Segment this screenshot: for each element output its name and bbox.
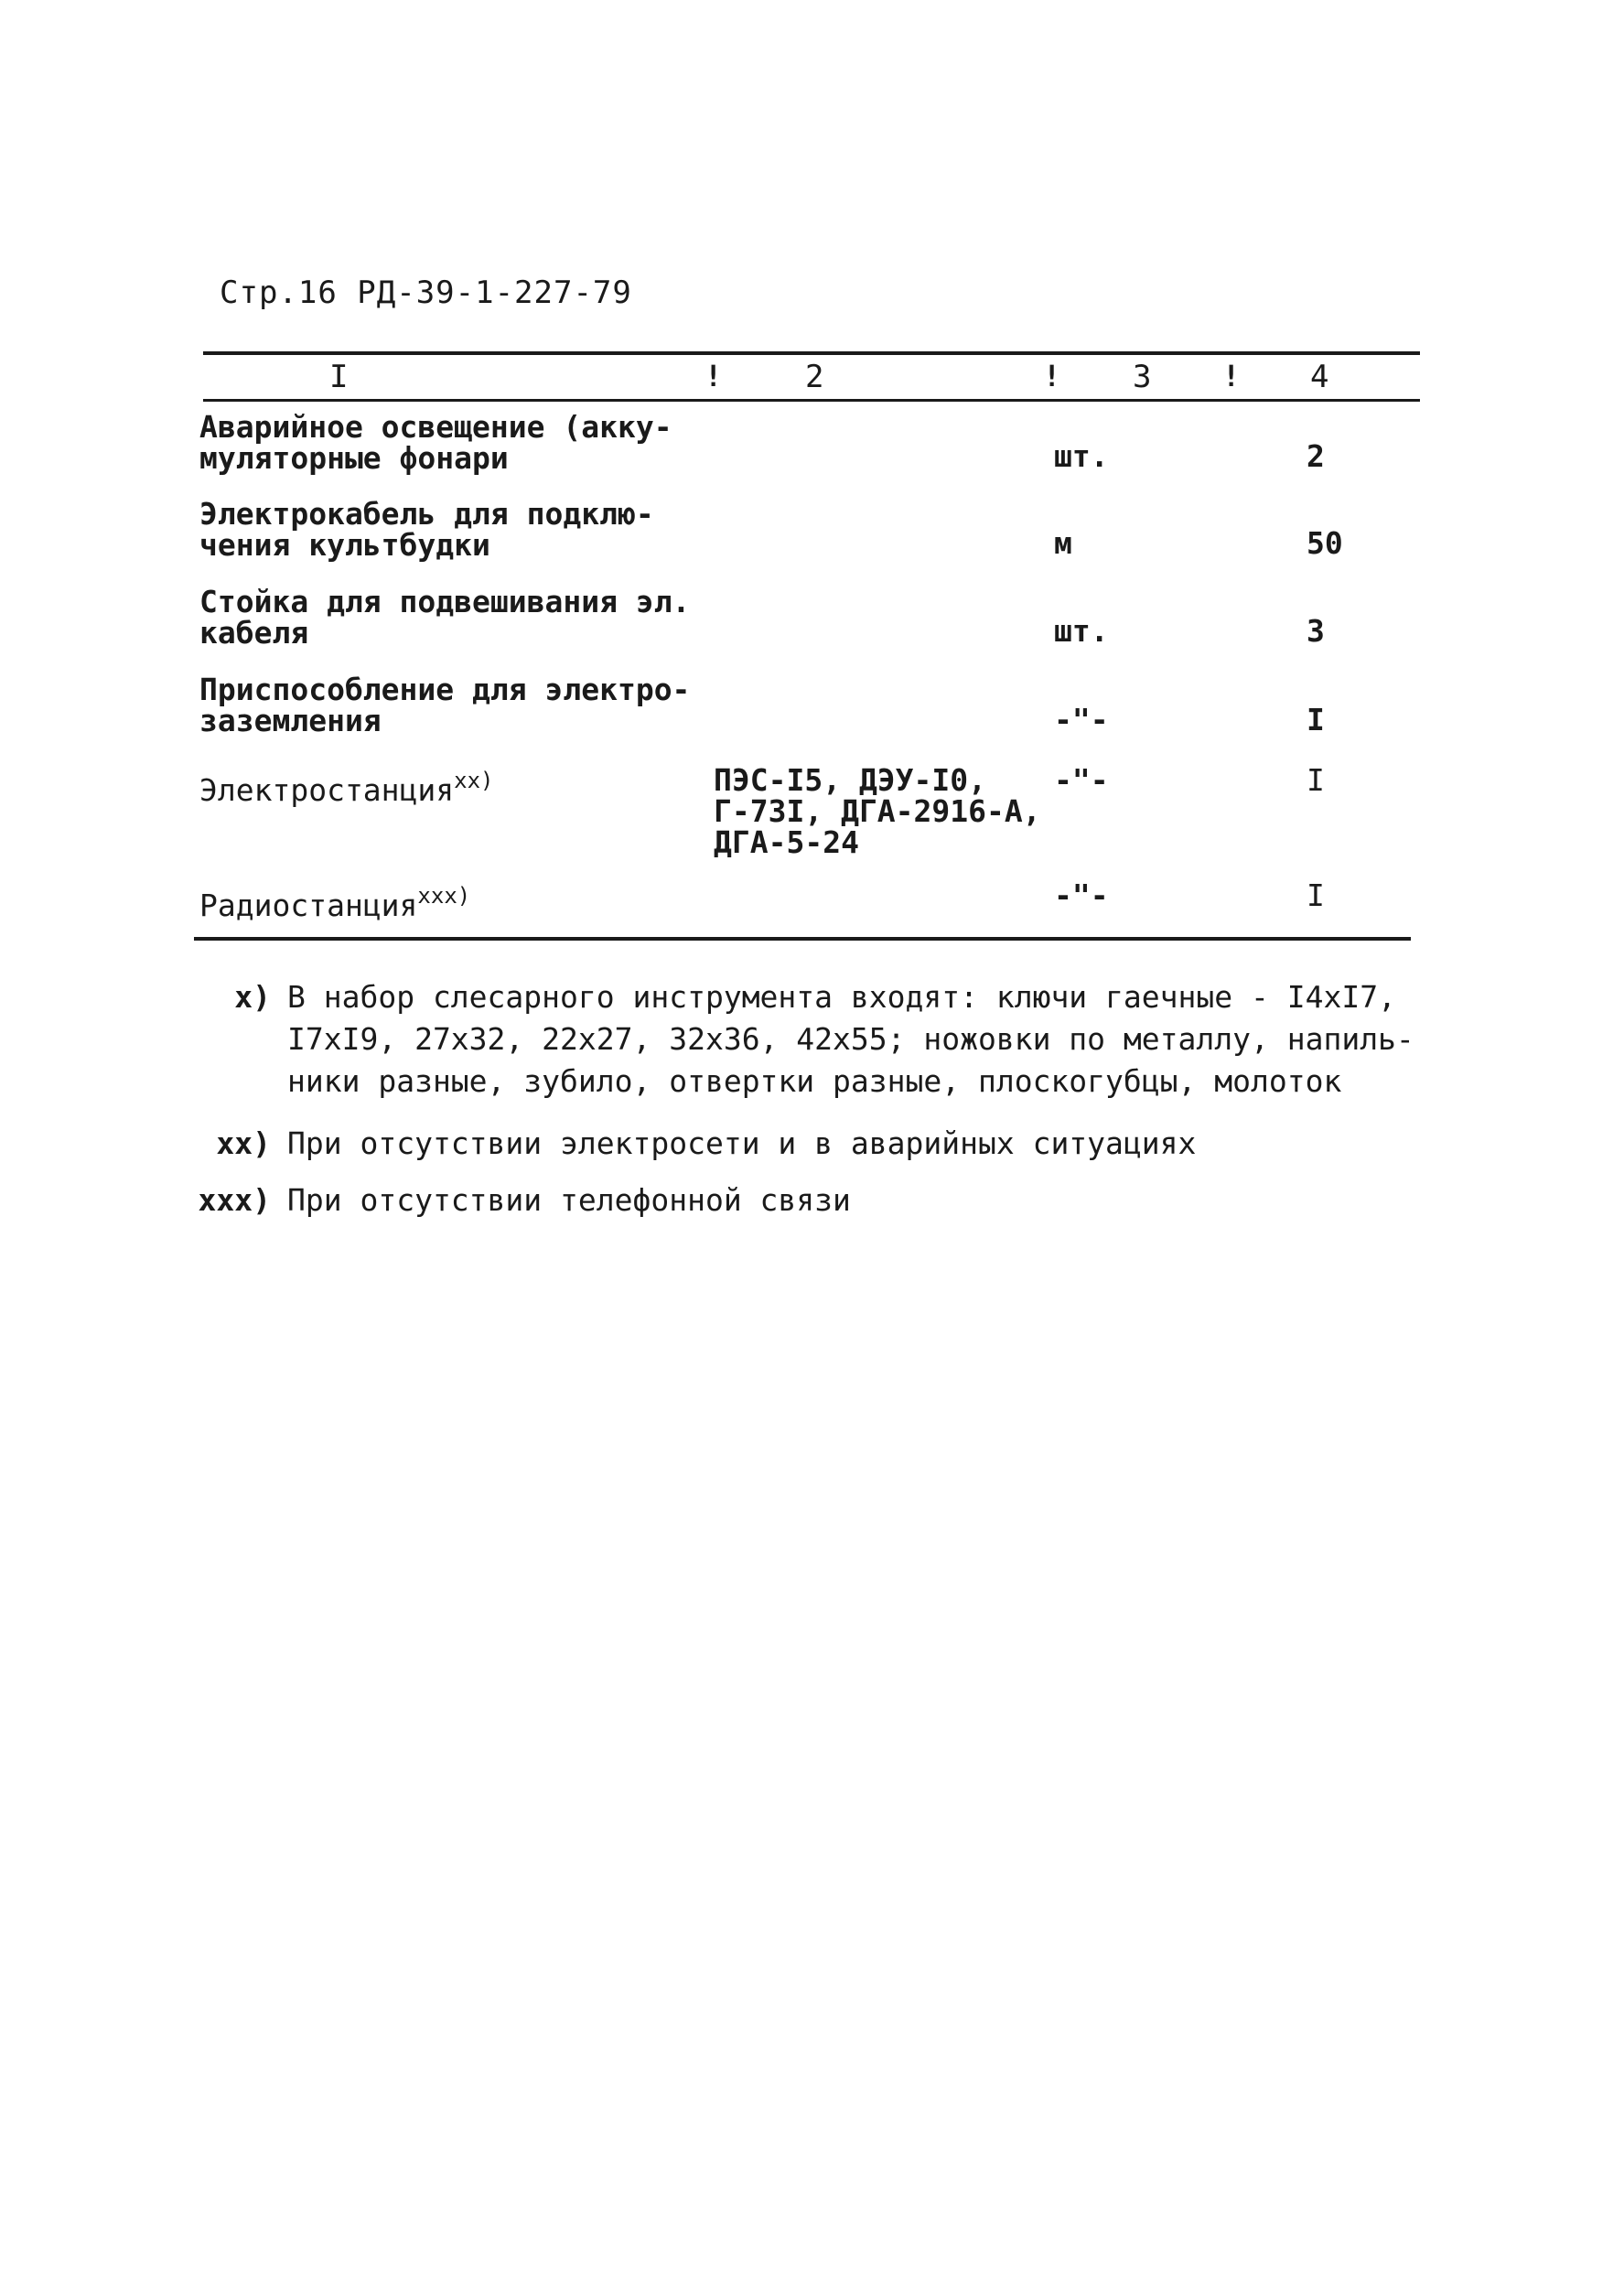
column-separator: ! bbox=[704, 359, 723, 393]
column-header-3: 3 bbox=[1133, 359, 1152, 395]
column-separator: ! bbox=[1222, 359, 1241, 393]
row-4-qty: I bbox=[1307, 702, 1325, 737]
table-header-rule bbox=[203, 399, 1420, 402]
footnote-3-mark: xxx) bbox=[198, 1182, 271, 1218]
row-3-unit: шт. bbox=[1054, 613, 1109, 649]
row-3-qty: 3 bbox=[1307, 613, 1325, 649]
row-1-name: Аварийное освещение (акку- муляторные фонари bbox=[199, 409, 672, 476]
row-6-name: Радиостанция$^{xxx)}$ bbox=[199, 883, 471, 923]
row-4-name: Приспособление для электро- заземления bbox=[199, 672, 691, 738]
row-5-qty: I bbox=[1307, 762, 1325, 798]
row-3-name: Стойка для подвешивания эл. кабеля bbox=[199, 584, 691, 651]
column-header-2: 2 bbox=[805, 359, 824, 395]
row-2-name: Электрокабель для подклю- чения культбудки bbox=[199, 496, 654, 563]
row-4-unit: -"- bbox=[1054, 702, 1109, 737]
footnote-1-mark: x) bbox=[234, 979, 271, 1015]
footnote-1-line: I7xI9, 27x32, 22x27, 32x36, 42x55; ножовки по металлу, напиль- bbox=[287, 1021, 1414, 1057]
footnote-2-mark: xx) bbox=[216, 1125, 271, 1161]
footnote-1-line: ники разные, зубило, отвертки разные, плоскогубцы, молоток bbox=[287, 1063, 1342, 1099]
table-bottom-rule bbox=[194, 937, 1411, 941]
row-1-unit: шт. bbox=[1054, 438, 1109, 474]
row-1-qty: 2 bbox=[1307, 438, 1325, 474]
footnote-ref: xx) bbox=[454, 768, 494, 793]
footnote-2-line: При отсутствии электросети и в аварийных ситуациях bbox=[287, 1125, 1197, 1161]
column-separator: ! bbox=[1043, 359, 1061, 393]
row-2-qty: 50 bbox=[1307, 525, 1343, 561]
row-5-unit: -"- bbox=[1054, 762, 1109, 798]
footnote-1-line: В набор слесарного инструмента входят: ключи гаечные - I4xI7, bbox=[287, 979, 1396, 1015]
column-header-1: I bbox=[329, 359, 349, 395]
page-header: Стр.16 РД-39-1-227-79 bbox=[220, 274, 632, 311]
column-header-4: 4 bbox=[1310, 359, 1329, 395]
row-5-name: Электростанция$^{xx)}$ bbox=[199, 768, 494, 808]
footnote-ref: xxx) bbox=[417, 883, 471, 909]
row-2-unit: м bbox=[1054, 525, 1072, 561]
row-6-qty: I bbox=[1307, 877, 1325, 913]
row-5-model: ПЭС-I5, ДЭУ-I0, Г-73I, ДГА-2916-А, ДГА-5-24 bbox=[714, 762, 1041, 860]
table-top-rule bbox=[203, 351, 1420, 355]
row-6-unit: -"- bbox=[1054, 877, 1109, 913]
footnote-3-line: При отсутствии телефонной связи bbox=[287, 1182, 851, 1218]
